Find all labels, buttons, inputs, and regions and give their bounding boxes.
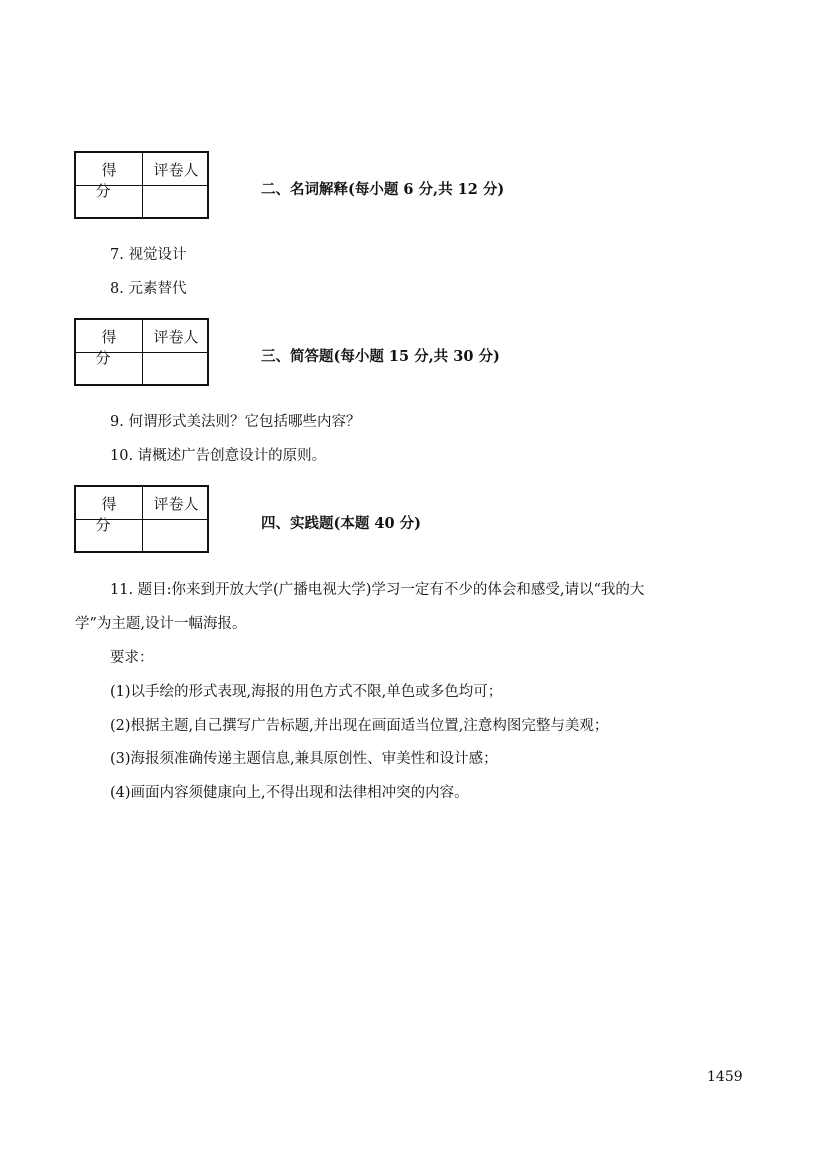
requirement-2: (2)根据主题,自己撰写广告标题,并出现在画面适当位置,注意构图完整与美观；: [110, 718, 609, 734]
section-4-title: 四、实践题(本题 40 分): [261, 515, 421, 532]
grader-label: 评卷人: [153, 161, 199, 179]
requirements-label: 要求：: [110, 650, 154, 666]
requirement-1: (1)以手绘的形式表现,海报的用色方式不限,单色或多色均可；: [110, 684, 503, 700]
question-11-line-2: 学”为主题,设计一幅海报。: [75, 616, 247, 632]
score-label: 得 分: [95, 495, 129, 534]
score-box-section-2: [74, 151, 209, 219]
section-3-title: 三、简答题(每小题 15 分,共 30 分): [261, 348, 500, 365]
question-10: 10. 请概述广告创意设计的原则。: [110, 448, 327, 464]
question-11-line-1: 11. 题目:你来到开放大学(广播电视大学)学习一定有不少的体会和感受,请以“我的大: [110, 582, 645, 598]
score-box-section-4: [74, 485, 209, 553]
question-8: 8. 元素替代: [110, 281, 187, 297]
grader-label: 评卷人: [153, 328, 199, 346]
score-label: 得 分: [95, 328, 129, 367]
score-box-section-3: [74, 318, 209, 386]
requirement-3: (3)海报须准确传递主题信息,兼具原创性、审美性和设计感；: [110, 751, 498, 767]
section-2-title: 二、名词解释(每小题 6 分,共 12 分): [261, 181, 505, 198]
page-number: 1459: [707, 1069, 743, 1085]
question-9: 9. 何谓形式美法则？它包括哪些内容？: [110, 414, 361, 430]
question-7: 7. 视觉设计: [110, 247, 187, 263]
score-label: 得 分: [95, 161, 129, 200]
grader-label: 评卷人: [153, 495, 199, 513]
requirement-4: (4)画面内容须健康向上,不得出现和法律相冲突的内容。: [110, 785, 469, 801]
